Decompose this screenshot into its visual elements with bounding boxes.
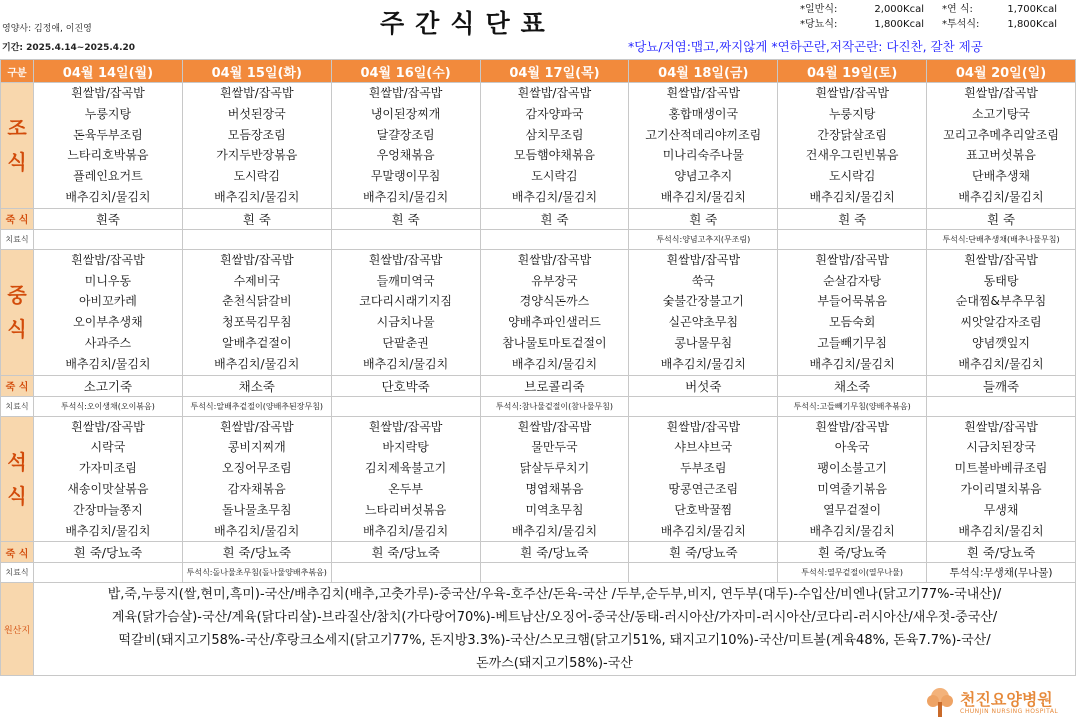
- dish-item: 달걀장조림: [376, 127, 435, 142]
- porridge-cell: 흰 죽/당뇨죽: [778, 542, 927, 563]
- special-diet-label: 치료식: [1, 396, 34, 416]
- tree-icon: [924, 686, 956, 720]
- dish-item: 돈육두부조림: [73, 127, 143, 142]
- special-diet-cell: 투석식:열무겉절이(열무나물): [778, 563, 927, 583]
- special-diet-cell: [331, 229, 480, 249]
- porridge-cell: 들깨죽: [927, 375, 1076, 396]
- dish-item: 가자미조림: [78, 461, 137, 476]
- porridge-cell: 흰 죽: [629, 208, 778, 229]
- dish-item: 흰쌀밥/잡곡밥: [517, 252, 592, 267]
- dish-item: 단호박꿀찜: [674, 502, 733, 517]
- special-diet-cell: [629, 563, 778, 583]
- dish-item: 동태탕: [983, 273, 1019, 288]
- porridge-label: 죽 식: [1, 542, 34, 563]
- dish-item: 흰쌀밥/잡곡밥: [71, 419, 145, 434]
- dinner-dishes-cell: [629, 416, 778, 542]
- dish-item: 시금치나물: [376, 315, 435, 330]
- day-header: 04월 15일(화): [182, 60, 331, 83]
- breakfast-label: 조 식: [1, 83, 34, 209]
- dish-item: 흰쌀밥/잡곡밥: [666, 252, 741, 267]
- period: 기간: 2025.4.14~2025.4.20: [2, 43, 136, 53]
- dish-item: 양념고추지: [674, 169, 733, 184]
- dish-item: 아비꼬카레: [78, 294, 137, 309]
- dish-item: 순대찜&부추무침: [955, 294, 1047, 309]
- dish-item: 땅콩연근조림: [668, 481, 739, 496]
- dish-item: 알배추겉절이: [221, 335, 292, 350]
- dish-item: 순살감자탕: [823, 273, 882, 288]
- dish-item: 감자채볶음: [227, 481, 286, 496]
- dish-item: 물만두국: [531, 440, 578, 455]
- lunch-dishes-cell: [331, 249, 480, 375]
- lunch-dishes-cell: [182, 249, 331, 375]
- special-diet-cell: [34, 563, 183, 583]
- day-header: 04월 17일(목): [480, 60, 629, 83]
- dish-item: 미역초무침: [525, 502, 584, 517]
- header: [0, 0, 1076, 60]
- origin-line: 계육(닭가슴살)-국산/계육(닭다리살)-브라질산/참치(가다랑어70%)-베트남산/오징어-중국산/동태-러시아산/가자미-러시아산/코다리-러시아산/새우젓-중국산/: [111, 610, 998, 626]
- porridge-cell: 흰죽: [34, 208, 183, 229]
- origin-text: [34, 583, 1076, 676]
- porridge-cell: 채소죽: [182, 375, 331, 396]
- calorie-value: 1,800Kcal: [1007, 19, 1057, 30]
- lunch-porridge-row: [1, 375, 1076, 396]
- dish-item: 무생채: [983, 502, 1019, 517]
- special-diet-cell: 투석식:양념고추지(무조림): [629, 229, 778, 249]
- dinner-dishes-cell: [34, 416, 183, 542]
- dish-item: 배추김치/물김치: [958, 189, 1044, 204]
- dish-item: 흰쌀밥/잡곡밥: [368, 419, 443, 434]
- lunch-dishes-cell: [629, 249, 778, 375]
- porridge-cell: 흰 죽: [182, 208, 331, 229]
- dish-item: 숯불간장불고기: [662, 294, 744, 309]
- breakfast-dish-row: [1, 83, 1076, 209]
- page-title: 주간식단표: [380, 9, 556, 38]
- porridge-cell: 채소죽: [778, 375, 927, 396]
- porridge-cell: 흰 죽/당뇨죽: [34, 542, 183, 563]
- hospital-logo: [924, 686, 1074, 722]
- dish-item: 배추김치/물김치: [363, 356, 449, 371]
- dish-item: 돌나물초무침: [221, 502, 292, 517]
- dish-item: 누룽지탕: [84, 106, 132, 121]
- dish-item: 흰쌀밥/잡곡밥: [815, 419, 889, 434]
- dish-item: 두부조림: [680, 461, 727, 476]
- dish-item: 버섯된장국: [227, 106, 286, 121]
- calorie-label: *일반식:: [800, 4, 838, 15]
- special-diet-cell: 투석식:참나물겉절이(참나물무침): [480, 396, 629, 416]
- dinner-special-row: [1, 563, 1076, 583]
- day-header: 04월 19일(토): [778, 60, 927, 83]
- dish-item: 단팥춘권: [382, 335, 429, 350]
- lunch-dishes-cell: [480, 249, 629, 375]
- dish-item: 미역줄기볶음: [817, 481, 887, 496]
- dish-item: 오이부추생채: [73, 315, 143, 330]
- porridge-cell: 흰 죽: [331, 208, 480, 229]
- dish-item: 간장닭살조림: [817, 127, 887, 142]
- dish-item: 가지두반장볶음: [216, 148, 298, 163]
- dish-item: 팽이소불고기: [817, 461, 887, 476]
- lunch-dishes-cell: [778, 249, 927, 375]
- dish-item: 흰쌀밥/잡곡밥: [517, 419, 592, 434]
- dish-item: 사과주스: [84, 335, 132, 350]
- menu-table: [0, 59, 1076, 676]
- dish-item: 콩비지찌개: [227, 440, 286, 455]
- dish-item: 참나물토마토겉절이: [502, 335, 607, 350]
- dish-item: 냉이된장찌개: [370, 106, 441, 121]
- special-diet-cell: [927, 396, 1076, 416]
- porridge-cell: 단호박죽: [331, 375, 480, 396]
- dish-item: 간장마늘쫑지: [73, 502, 143, 517]
- dish-item: 배추김치/물김치: [363, 189, 449, 204]
- lunch-dish-row: [1, 249, 1076, 375]
- dish-item: 표고버섯볶음: [966, 148, 1036, 163]
- dish-item: 미나리숙주나물: [662, 148, 744, 163]
- lunch-special-row: [1, 396, 1076, 416]
- special-diet-cell: [629, 396, 778, 416]
- dish-item: 아욱국: [834, 440, 870, 455]
- dish-item: 콩나물무침: [674, 335, 733, 350]
- dish-item: 흰쌀밥/잡곡밥: [964, 86, 1038, 100]
- dish-item: 배추김치/물김치: [214, 356, 300, 371]
- calorie-value: 1,700Kcal: [1007, 4, 1057, 15]
- dish-item: 실곤약초무침: [668, 315, 739, 330]
- dish-item: 고기산적데리야끼조림: [645, 127, 762, 142]
- porridge-cell: 흰 죽/당뇨죽: [629, 542, 778, 563]
- dish-item: 미트볼바베큐조림: [954, 461, 1048, 476]
- calorie-box: [800, 2, 1057, 32]
- calorie-row: [800, 2, 1057, 17]
- dish-item: 씨앗알감자조림: [960, 315, 1042, 330]
- dish-item: 흰쌀밥/잡곡밥: [368, 252, 443, 267]
- corner-label: 구분: [1, 60, 34, 83]
- dish-item: 꼬리고추메추리알조림: [943, 127, 1059, 142]
- dish-item: 경양식돈까스: [519, 294, 590, 309]
- dinner-dishes-cell: [927, 416, 1076, 542]
- dish-item: 흰쌀밥/잡곡밥: [71, 86, 145, 100]
- dinner-dish-row: [1, 416, 1076, 542]
- dish-item: 흰쌀밥/잡곡밥: [71, 252, 145, 267]
- dish-item: 춘천식닭갈비: [221, 294, 292, 309]
- dish-item: 오징어무조림: [221, 461, 292, 476]
- dish-item: 배추김치/물김치: [214, 189, 300, 204]
- dish-item: 미니우동: [84, 273, 132, 288]
- dish-item: 모듬숙회: [828, 315, 876, 330]
- calorie-row: [800, 17, 1057, 32]
- dish-item: 흰쌀밥/잡곡밥: [517, 86, 592, 100]
- dish-item: 배추김치/물김치: [660, 189, 746, 204]
- dish-item: 흰쌀밥/잡곡밥: [964, 252, 1038, 267]
- dish-item: 유부장국: [531, 273, 578, 288]
- breakfast-dishes-cell: [629, 83, 778, 209]
- breakfast-dishes-cell: [480, 83, 629, 209]
- dinner-dishes-cell: [331, 416, 480, 542]
- dish-item: 쑥국: [691, 273, 715, 288]
- dish-item: 배추김치/물김치: [809, 523, 895, 538]
- dish-item: 코다리시래기지짐: [359, 294, 452, 309]
- dish-item: 누룽지탕: [828, 106, 876, 121]
- dish-item: 바지락탕: [382, 440, 429, 455]
- dish-item: 흰쌀밥/잡곡밥: [666, 419, 741, 434]
- special-diet-cell: 투석식:고들빼기무침(양배추볶음): [778, 396, 927, 416]
- calorie-label: *투석식:: [942, 19, 980, 30]
- dish-item: 흰쌀밥/잡곡밥: [815, 252, 889, 267]
- dish-item: 배추김치/물김치: [65, 356, 151, 371]
- dish-item: 흰쌀밥/잡곡밥: [219, 86, 294, 100]
- day-header: 04월 20일(일): [927, 60, 1076, 83]
- dish-item: 김치제육불고기: [365, 461, 447, 476]
- dinner-dishes-cell: [778, 416, 927, 542]
- dish-item: 소고기탕국: [972, 106, 1031, 121]
- calorie-value: 2,000Kcal: [874, 4, 924, 15]
- dinner-label: 석 식: [1, 416, 34, 542]
- dish-item: 부들어묵볶음: [817, 294, 887, 309]
- special-diet-cell: 투석식:돌나물초무침(돌나물양배추볶음): [182, 563, 331, 583]
- dish-item: 배추김치/물김치: [809, 356, 895, 371]
- calorie-label: *연 식:: [942, 4, 973, 15]
- porridge-cell: 브로콜리죽: [480, 375, 629, 396]
- dish-item: 도시락김: [828, 169, 876, 184]
- dish-item: 무말랭이무침: [370, 169, 441, 184]
- dish-item: 배추김치/물김치: [660, 356, 746, 371]
- breakfast-dishes-cell: [927, 83, 1076, 209]
- day-header: 04월 18일(금): [629, 60, 778, 83]
- dish-item: 가이리멸치볶음: [960, 481, 1042, 496]
- breakfast-dishes-cell: [331, 83, 480, 209]
- dish-item: 단배추생채: [972, 169, 1031, 184]
- dietitian: 영양사: 김정애, 이진영: [2, 24, 92, 34]
- dish-item: 배추김치/물김치: [511, 356, 598, 371]
- dish-item: 배추김치/물김치: [65, 523, 151, 538]
- porridge-label: 죽 식: [1, 375, 34, 396]
- day-header-row: [1, 60, 1076, 83]
- breakfast-porridge-row: [1, 208, 1076, 229]
- porridge-label: 죽 식: [1, 208, 34, 229]
- dish-item: 홍합매생이국: [668, 106, 739, 121]
- dish-item: 배추김치/물김치: [660, 523, 746, 538]
- dish-item: 배추김치/물김치: [363, 523, 449, 538]
- special-diet-cell: [480, 229, 629, 249]
- lunch-dishes-cell: [34, 249, 183, 375]
- special-diet-cell: [331, 396, 480, 416]
- special-diet-cell: 투석식:무생채(무나물): [927, 563, 1076, 583]
- special-diet-cell: 투석식:알배추겉절이(양배추된장무침): [182, 396, 331, 416]
- special-diet-cell: 투석식:오이생채(오이볶음): [34, 396, 183, 416]
- porridge-cell: 흰 죽: [778, 208, 927, 229]
- dish-item: 배추김치/물김치: [511, 523, 598, 538]
- dish-item: 흰쌀밥/잡곡밥: [666, 86, 741, 100]
- dish-item: 닭살두루치기: [519, 461, 590, 476]
- porridge-cell: 흰 죽/당뇨죽: [927, 542, 1076, 563]
- dish-item: 흰쌀밥/잡곡밥: [219, 419, 294, 434]
- dish-item: 도시락김: [233, 169, 280, 184]
- calorie-value: 1,800Kcal: [874, 19, 924, 30]
- special-diet-cell: [480, 563, 629, 583]
- calorie-label: *당뇨식:: [800, 19, 838, 30]
- dish-item: 배추김치/물김치: [65, 189, 151, 204]
- dish-item: 배추김치/물김치: [958, 523, 1044, 538]
- dish-item: 온두부: [388, 481, 423, 496]
- dish-item: 느타리버섯볶음: [365, 502, 447, 517]
- dinner-dishes-cell: [182, 416, 331, 542]
- origin-label: 원산지: [1, 583, 34, 676]
- porridge-cell: 흰 죽/당뇨죽: [480, 542, 629, 563]
- porridge-cell: 흰 죽/당뇨죽: [182, 542, 331, 563]
- special-diet-cell: 투석식:단배추생채(배추나물무침): [927, 229, 1076, 249]
- origin-row: [1, 583, 1076, 676]
- dish-item: 플레인요거트: [73, 169, 143, 184]
- dish-item: 배추김치/물김치: [958, 356, 1044, 371]
- dish-item: 흰쌀밥/잡곡밥: [964, 419, 1038, 434]
- breakfast-special-row: [1, 229, 1076, 249]
- lunch-dishes-cell: [927, 249, 1076, 375]
- special-diet-label: 치료식: [1, 563, 34, 583]
- porridge-cell: 흰 죽: [927, 208, 1076, 229]
- dish-item: 샤브샤브국: [674, 440, 733, 455]
- dish-item: 열무겉절이: [823, 502, 882, 517]
- dish-item: 시금치된장국: [966, 440, 1036, 455]
- breakfast-dishes-cell: [778, 83, 927, 209]
- dish-item: 들깨미역국: [376, 273, 435, 288]
- origin-line: 밥,죽,누룽지(쌀,현미,흑미)-국산/배추김치(배추,고춧가루)-중국산/우육-호주산/돈육-국산 /두부,순두부,비지, 연두부(대두)-수입산/비엔나(닭고기77%-국내산)/: [107, 587, 1002, 603]
- dish-item: 흰쌀밥/잡곡밥: [368, 86, 443, 100]
- day-header: 04월 16일(수): [331, 60, 480, 83]
- special-diet-cell: [182, 229, 331, 249]
- porridge-cell: 소고기죽: [34, 375, 183, 396]
- special-diet-cell: [778, 229, 927, 249]
- dish-item: 배추김치/물김치: [214, 523, 300, 538]
- dish-item: 모듬햄야채볶음: [513, 148, 596, 163]
- special-diet-cell: [34, 229, 183, 249]
- dinner-dishes-cell: [480, 416, 629, 542]
- porridge-cell: 흰 죽: [480, 208, 629, 229]
- dish-item: 흰쌀밥/잡곡밥: [815, 86, 889, 100]
- dish-item: 배추김치/물김치: [809, 189, 895, 204]
- breakfast-dishes-cell: [182, 83, 331, 209]
- dish-item: 새송이맛살볶음: [67, 481, 149, 496]
- dish-item: 모듬장조림: [227, 127, 286, 142]
- dinner-porridge-row: [1, 542, 1076, 563]
- dish-item: 양배추파인샐러드: [508, 315, 601, 330]
- diet-note: *당뇨/저염:맵고,짜지않게 *연하곤란,저작곤란: 다진찬, 갈찬 제공: [628, 39, 983, 54]
- special-diet-cell: [331, 563, 480, 583]
- dish-item: 감자양파국: [525, 106, 584, 121]
- porridge-cell: 버섯죽: [629, 375, 778, 396]
- day-header: 04월 14일(월): [34, 60, 183, 83]
- special-diet-label: 치료식: [1, 229, 34, 249]
- dish-item: 도시락김: [531, 169, 578, 184]
- dish-item: 우엉채볶음: [376, 148, 435, 163]
- lunch-label: 중 식: [1, 249, 34, 375]
- logo-name: 천진요양병원: [960, 690, 1053, 709]
- dish-item: 청포묵김무침: [221, 315, 292, 330]
- dish-item: 명엽채볶음: [525, 481, 584, 496]
- dish-item: 느타리호박볶음: [67, 148, 149, 163]
- breakfast-dishes-cell: [34, 83, 183, 209]
- origin-line: 돈까스(돼지고기58%)-국산: [476, 656, 633, 672]
- dish-item: 배추김치/물김치: [511, 189, 598, 204]
- origin-line: 떡갈비(돼지고기58%-국산/후랑크소세지(닭고기77%, 돈지방3.3%)-국산/스모크햄(닭고기51%, 돼지고기10%)-국산/미트볼(계육48%, 돈육7.7%)-국산/: [118, 633, 991, 649]
- dish-item: 흰쌀밥/잡곡밥: [219, 252, 294, 267]
- porridge-cell: 흰 죽/당뇨죽: [331, 542, 480, 563]
- logo-subtitle: CHUNJIN NURSING HOSPITAL: [960, 708, 1059, 715]
- dish-item: 시락국: [90, 440, 126, 455]
- dish-item: 고들빼기무침: [817, 335, 887, 350]
- dish-item: 삼치무조림: [525, 127, 584, 142]
- dish-item: 건새우그린빈볶음: [805, 148, 899, 163]
- dish-item: 수제비국: [233, 273, 280, 288]
- dish-item: 양념깻잎지: [972, 335, 1031, 350]
